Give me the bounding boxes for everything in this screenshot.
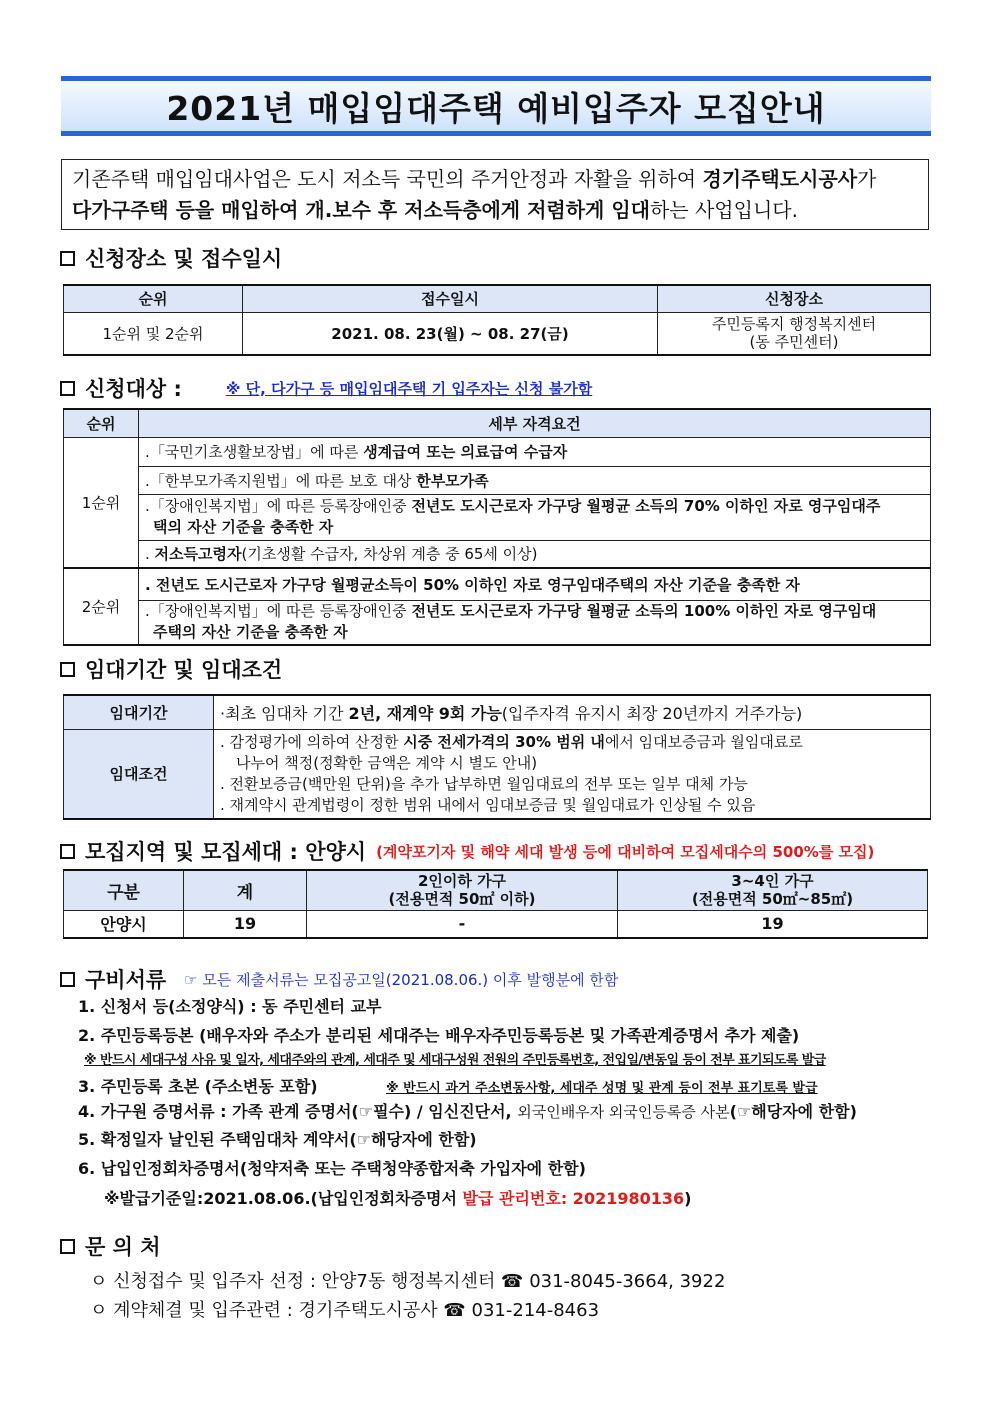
section-heading-recruitment: 모집지역 및 모집세대 : 안양시 (계약포기자 및 해약 세대 발생 등에 대비하여 모집세대수의 500%를 모집) bbox=[60, 836, 874, 866]
checkbox-square-icon bbox=[60, 381, 75, 396]
col-header-rank: 순위 bbox=[64, 409, 139, 437]
documents-note: ☞ 모든 제출서류는 모집공고일(2021.08.06.) 이후 발행분에 한함 bbox=[184, 970, 619, 989]
req-row: . 전년도 도시근로자 가구당 월평균소득이 50% 이하인 자로 영구임대주택의 자산 기준을 충족한 자 bbox=[139, 568, 931, 600]
page-title: 2021년 매입임대주택 예비입주자 모집안내 bbox=[166, 88, 826, 128]
eligibility-note: ※ 단, 다가구 등 매입임대주택 기 입주자는 신청 불가함 bbox=[225, 379, 593, 398]
section-heading-eligibility: 신청대상 : ※ 단, 다가구 등 매입임대주택 기 입주자는 신청 불가함 bbox=[60, 373, 592, 403]
col-header-small: 2인이하 가구 (전용면적 50㎡ 이하) bbox=[307, 870, 618, 910]
checkbox-square-icon bbox=[60, 251, 75, 266]
eligibility-table bbox=[63, 408, 931, 646]
section-heading-lease: 임대기간 및 임대조건 bbox=[60, 654, 282, 684]
doc-item-5: 5. 확정일자 날인된 주택임대차 계약서(☞해당자에 한함) bbox=[78, 1130, 477, 1149]
req-row: .「장애인복지법」에 따른 등록장애인중 전년도 도시근로자 가구당 월평균 소득의 100% 이하인 자로 영구임대 주택의 자산 기준을 충족한 자 bbox=[139, 600, 931, 645]
cell-rank: 1순위 및 2순위 bbox=[64, 312, 243, 355]
recruitment-table bbox=[63, 869, 928, 939]
lease-condition-label: 임대조건 bbox=[64, 729, 214, 819]
cell-region: 안양시 bbox=[64, 910, 184, 938]
application-table bbox=[63, 284, 931, 356]
req-row: .「한부모가족지원법」에 따른 보호 대상 한부모가족 bbox=[139, 466, 931, 494]
req-row: .「장애인복지법」에 따른 등록장애인중 전년도 도시근로자 가구당 월평균 소득의 70% 이하인 자로 영구임대주 택의 자산 기준을 충족한 자 bbox=[139, 494, 931, 540]
contact-line-1: ㅇ 신청접수 및 입주자 선정 : 안양7동 행정복지센터 ☎ 031-8045-3664, 3922 bbox=[90, 1271, 726, 1292]
checkbox-square-icon bbox=[60, 972, 75, 987]
req-row: . 저소득고령자(기초생활 수급자, 차상위 계층 중 65세 이상) bbox=[139, 540, 931, 568]
col-header-total: 계 bbox=[184, 870, 307, 910]
checkbox-square-icon bbox=[60, 844, 75, 859]
doc-item-2: 2. 주민등록등본 (배우자와 주소가 분리된 세대주는 배우자주민등록등본 및 가족관계증명서 추가 제출) bbox=[78, 1026, 800, 1045]
col-header-requirements: 세부 자격요건 bbox=[139, 409, 931, 437]
intro-line-1: 기존주택 매입임대사업은 도시 저소득 국민의 주거안정과 자활을 위하여 경기주택도시공사가 bbox=[72, 167, 877, 191]
lease-condition-value: . 감정평가에 의하여 산정한 시중 전세가격의 30% 범위 내에서 임대보증금과 월임대료로 나누어 책정(정확한 금액은 계약 시 별도 안내) . 전환보증금(백만원 단위)을 추가 납부하면 월임대료의 전부 또는 일부 대체 가능 . 재계약시 관계법령이 정한 범위 내에서 임대보증금 및 월임대료가 인상될 수 있음 bbox=[214, 729, 931, 819]
lease-table bbox=[63, 694, 931, 820]
cell-small: - bbox=[307, 910, 618, 938]
issue-reference: ※발급기준일:2021.08.06.(납입인정회차증명서 발급 관리번호: 2021980136) bbox=[104, 1189, 692, 1208]
req-row: .「국민기초생활보장법」에 따른 생계급여 또는 의료급여 수급자 bbox=[139, 437, 931, 466]
lease-period-value: ·최초 임대차 기간 2년, 재계약 9회 가능(입주자격 유지시 최장 20년까지 거주가능) bbox=[214, 695, 931, 729]
col-header-region: 구분 bbox=[64, 870, 184, 910]
col-header-place: 신청장소 bbox=[658, 285, 931, 312]
recruitment-note: (계약포기자 및 해약 세대 발생 등에 대비하여 모집세대수의 500%를 모집) bbox=[376, 842, 875, 861]
col-header-date: 접수일시 bbox=[243, 285, 658, 312]
checkbox-square-icon bbox=[60, 1239, 75, 1254]
doc-item-3-note: ※ 반드시 과거 주소변동사항, 세대주 성명 및 관계 등이 전부 표기토록 발급 bbox=[386, 1081, 818, 1096]
lease-period-label: 임대기간 bbox=[64, 695, 214, 729]
cell-place: 주민등록지 행정복지센터 (동 주민센터) bbox=[658, 312, 931, 355]
section-heading-documents: 구비서류 ☞ 모든 제출서류는 모집공고일(2021.08.06.) 이후 발행분에 한함 bbox=[60, 964, 618, 994]
doc-item-3: 3. 주민등록 초본 (주소변동 포함) bbox=[78, 1077, 318, 1096]
title-banner bbox=[61, 76, 931, 136]
rank-2-cell: 2순위 bbox=[64, 568, 139, 645]
section-heading-contact: 문 의 처 bbox=[60, 1231, 160, 1261]
cell-total: 19 bbox=[184, 910, 307, 938]
doc-item-4: 4. 가구원 증명서류 : 가족 관계 증명서(☞필수) / 임신진단서, 외국인배우자 외국인등록증 사본(☞해당자에 한함) bbox=[78, 1102, 857, 1121]
intro-line-2: 다가구주택 등을 매입하여 개.보수 후 저소득층에게 저렴하게 임대하는 사업입니다. bbox=[72, 198, 798, 222]
rank-1-cell: 1순위 bbox=[64, 437, 139, 568]
cell-large: 19 bbox=[618, 910, 928, 938]
checkbox-square-icon bbox=[60, 662, 75, 677]
section-heading-application: 신청장소 및 접수일시 bbox=[60, 243, 282, 273]
doc-item-1: 1. 신청서 등(소정양식) : 동 주민센터 교부 bbox=[78, 997, 382, 1016]
doc-item-2-note: ※ 반드시 세대구성 사유 및 일자, 세대주와의 관계, 세대주 및 세대구성원 전원의 주민등록번호, 전입일/변동일 등이 전부 표기되도록 발급 bbox=[84, 1053, 826, 1068]
cell-date: 2021. 08. 23(월) ~ 08. 27(금) bbox=[243, 312, 658, 355]
intro-box bbox=[61, 159, 929, 230]
col-header-large: 3~4인 가구 (전용면적 50㎡~85㎡) bbox=[618, 870, 928, 910]
col-header-rank: 순위 bbox=[64, 285, 243, 312]
doc-item-6: 6. 납입인정회차증명서(청약저축 또는 주택청약종합저축 가입자에 한함) bbox=[78, 1159, 586, 1178]
contact-line-2: ㅇ 계약체결 및 입주관련 : 경기주택도시공사 ☎ 031-214-8463 bbox=[90, 1300, 600, 1321]
